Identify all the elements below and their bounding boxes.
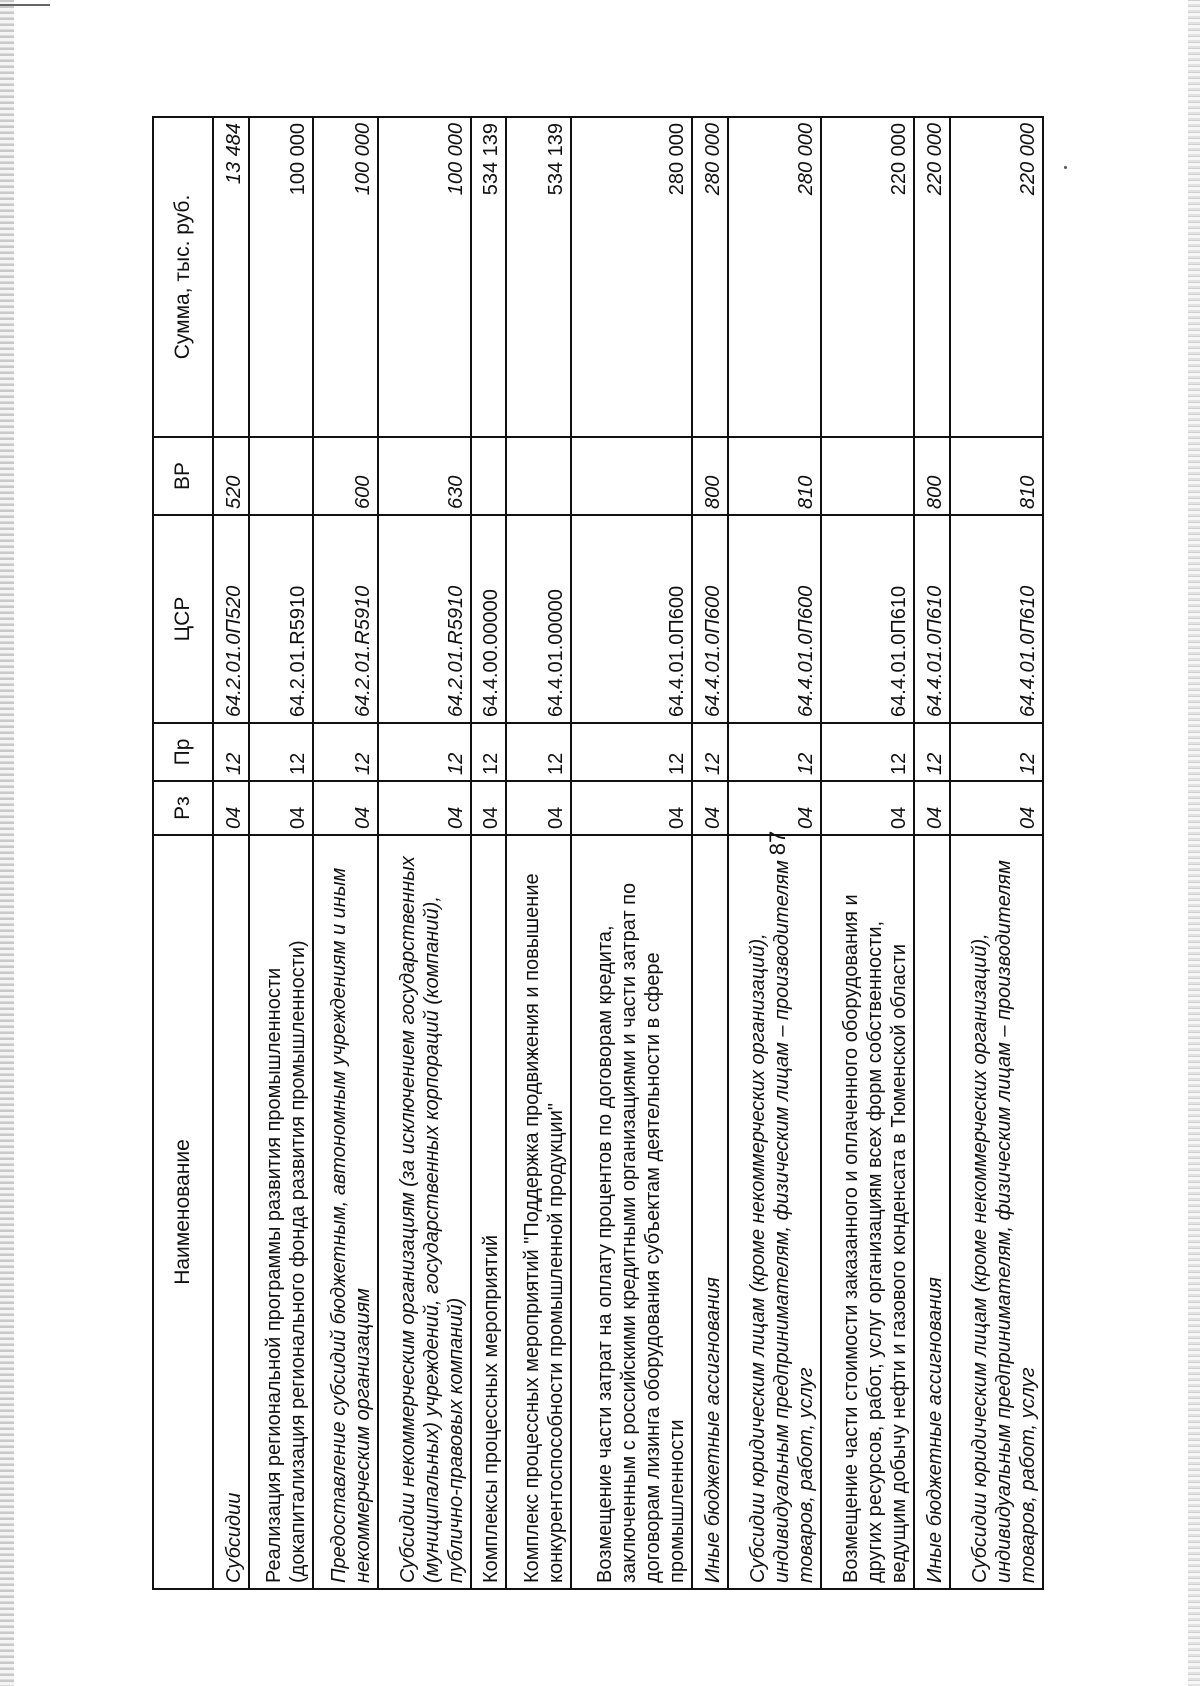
cell-rz: 04: [249, 781, 313, 835]
page-number: 87: [765, 830, 790, 856]
cell-csr: 64.2.01.0П520: [213, 515, 249, 723]
cell-pr: 12: [950, 723, 1043, 781]
table-row: [821, 117, 914, 1589]
cell-csr: 64.4.00.00000: [471, 515, 507, 723]
cell-csr: 64.4.01.0П610: [914, 515, 950, 723]
header-pr: Пр: [153, 723, 213, 781]
cell-name: Комплекс процессных мероприятий "Поддержка продвижения и повышение конкурентоспособности промышленной продукции": [506, 835, 570, 1589]
header-name: Наименование: [153, 835, 213, 1589]
table-body: [213, 117, 1043, 1589]
table-row: [728, 117, 821, 1589]
cell-vr: 520: [213, 437, 249, 515]
cell-rz: 04: [506, 781, 570, 835]
cell-sum: 100 000: [313, 117, 377, 437]
table-row: [914, 117, 950, 1589]
cell-pr: 12: [471, 723, 507, 781]
cell-vr: [249, 437, 313, 515]
cell-sum: 100 000: [378, 117, 471, 437]
cell-vr: [506, 437, 570, 515]
table-row: [506, 117, 570, 1589]
header-vr: ВР: [153, 437, 213, 515]
cell-rz: 04: [728, 781, 821, 835]
cell-csr: 64.2.01.R5910: [249, 515, 313, 723]
cell-pr: 12: [378, 723, 471, 781]
cell-csr: 64.4.01.0П610: [950, 515, 1043, 723]
cell-pr: 12: [728, 723, 821, 781]
cell-rz: 04: [378, 781, 471, 835]
cell-sum: 534 139: [506, 117, 570, 437]
cell-pr: 12: [213, 723, 249, 781]
cell-sum: 100 000: [249, 117, 313, 437]
cell-csr: 64.4.01.0П600: [692, 515, 728, 723]
cell-sum: 220 000: [821, 117, 914, 437]
header-rz: Рз: [153, 781, 213, 835]
cell-csr: 64.2.01.R5910: [378, 515, 471, 723]
cell-vr: 630: [378, 437, 471, 515]
cell-sum: 280 000: [728, 117, 821, 437]
cell-sum: 280 000: [571, 117, 693, 437]
cell-csr: 64.2.01.R5910: [313, 515, 377, 723]
scan-edge-right: [1188, 0, 1200, 1686]
cell-name: Иные бюджетные ассигнования: [692, 835, 728, 1589]
cell-pr: 12: [692, 723, 728, 781]
table-row: [471, 117, 507, 1589]
scan-speck: [1064, 166, 1067, 169]
table-row: [571, 117, 693, 1589]
cell-sum: 280 000: [692, 117, 728, 437]
cell-rz: 04: [213, 781, 249, 835]
cell-vr: [571, 437, 693, 515]
cell-name: Субсидии юридическим лицам (кроме некоммерческих организаций), индивидуальным предпринимателям, физическим лицам – производителям товаров, работ, услуг: [950, 835, 1043, 1589]
cell-sum: 13 484: [213, 117, 249, 437]
table-row: [692, 117, 728, 1589]
cell-rz: 04: [471, 781, 507, 835]
rotated-table-wrapper: [152, 118, 1044, 1590]
budget-table: [152, 116, 1044, 1590]
table-row: [950, 117, 1043, 1589]
cell-name: Реализация региональной программы развития промышленности (докапитализация регионального фонда развития промышленности): [249, 835, 313, 1589]
cell-pr: 12: [821, 723, 914, 781]
header-csr: ЦСР: [153, 515, 213, 723]
scan-corner-mark: [0, 0, 50, 6]
cell-csr: 64.4.01.0П610: [821, 515, 914, 723]
cell-name: Возмещение части стоимости заказанного и оплаченного оборудования и других ресурсов, работ, услуг организациям всех форм собственности, ведущим добычу нефти и газового конденсата в Тюменской области: [821, 835, 914, 1589]
cell-rz: 04: [571, 781, 693, 835]
table-row: [313, 117, 377, 1589]
cell-sum: 534 139: [471, 117, 507, 437]
cell-pr: 12: [313, 723, 377, 781]
cell-name: Иные бюджетные ассигнования: [914, 835, 950, 1589]
cell-csr: 64.4.01.0П600: [728, 515, 821, 723]
table-row: [249, 117, 313, 1589]
cell-name: Субсидии: [213, 835, 249, 1589]
cell-name: Возмещение части затрат на оплату процентов по договорам кредита, заключенным с российскими кредитными организациями и части затрат по договорам лизинга оборудования субъектам деятельности в сфере промышленности: [571, 835, 693, 1589]
cell-rz: 04: [914, 781, 950, 835]
table-row: [378, 117, 471, 1589]
cell-sum: 220 000: [914, 117, 950, 437]
cell-name: Предоставление субсидий бюджетным, автономным учреждениям и иным некоммерческим организациям: [313, 835, 377, 1589]
cell-vr: [471, 437, 507, 515]
cell-rz: 04: [313, 781, 377, 835]
cell-csr: 64.4.01.0П600: [571, 515, 693, 723]
cell-rz: 04: [821, 781, 914, 835]
cell-vr: 800: [692, 437, 728, 515]
cell-pr: 12: [506, 723, 570, 781]
cell-vr: [821, 437, 914, 515]
scan-edge-left: [0, 0, 14, 1686]
cell-vr: 600: [313, 437, 377, 515]
table-header-row: [153, 117, 213, 1589]
cell-vr: 800: [914, 437, 950, 515]
cell-name: Субсидии юридическим лицам (кроме некоммерческих организаций), индивидуальным предпринимателям, физическим лицам – производителям товаров, работ, услуг: [728, 835, 821, 1589]
table-row: [213, 117, 249, 1589]
header-sum: Сумма, тыс. руб.: [153, 117, 213, 437]
cell-vr: 810: [728, 437, 821, 515]
cell-pr: 12: [914, 723, 950, 781]
cell-vr: 810: [950, 437, 1043, 515]
cell-pr: 12: [571, 723, 693, 781]
cell-rz: 04: [950, 781, 1043, 835]
cell-pr: 12: [249, 723, 313, 781]
cell-csr: 64.4.01.00000: [506, 515, 570, 723]
cell-rz: 04: [692, 781, 728, 835]
cell-name: Субсидии некоммерческим организациям (за исключением государственных (муниципальных) учреждений, государственных корпораций (компаний), публично-правовых компаний): [378, 835, 471, 1589]
cell-sum: 220 000: [950, 117, 1043, 437]
cell-name: Комплексы процессных мероприятий: [471, 835, 507, 1589]
